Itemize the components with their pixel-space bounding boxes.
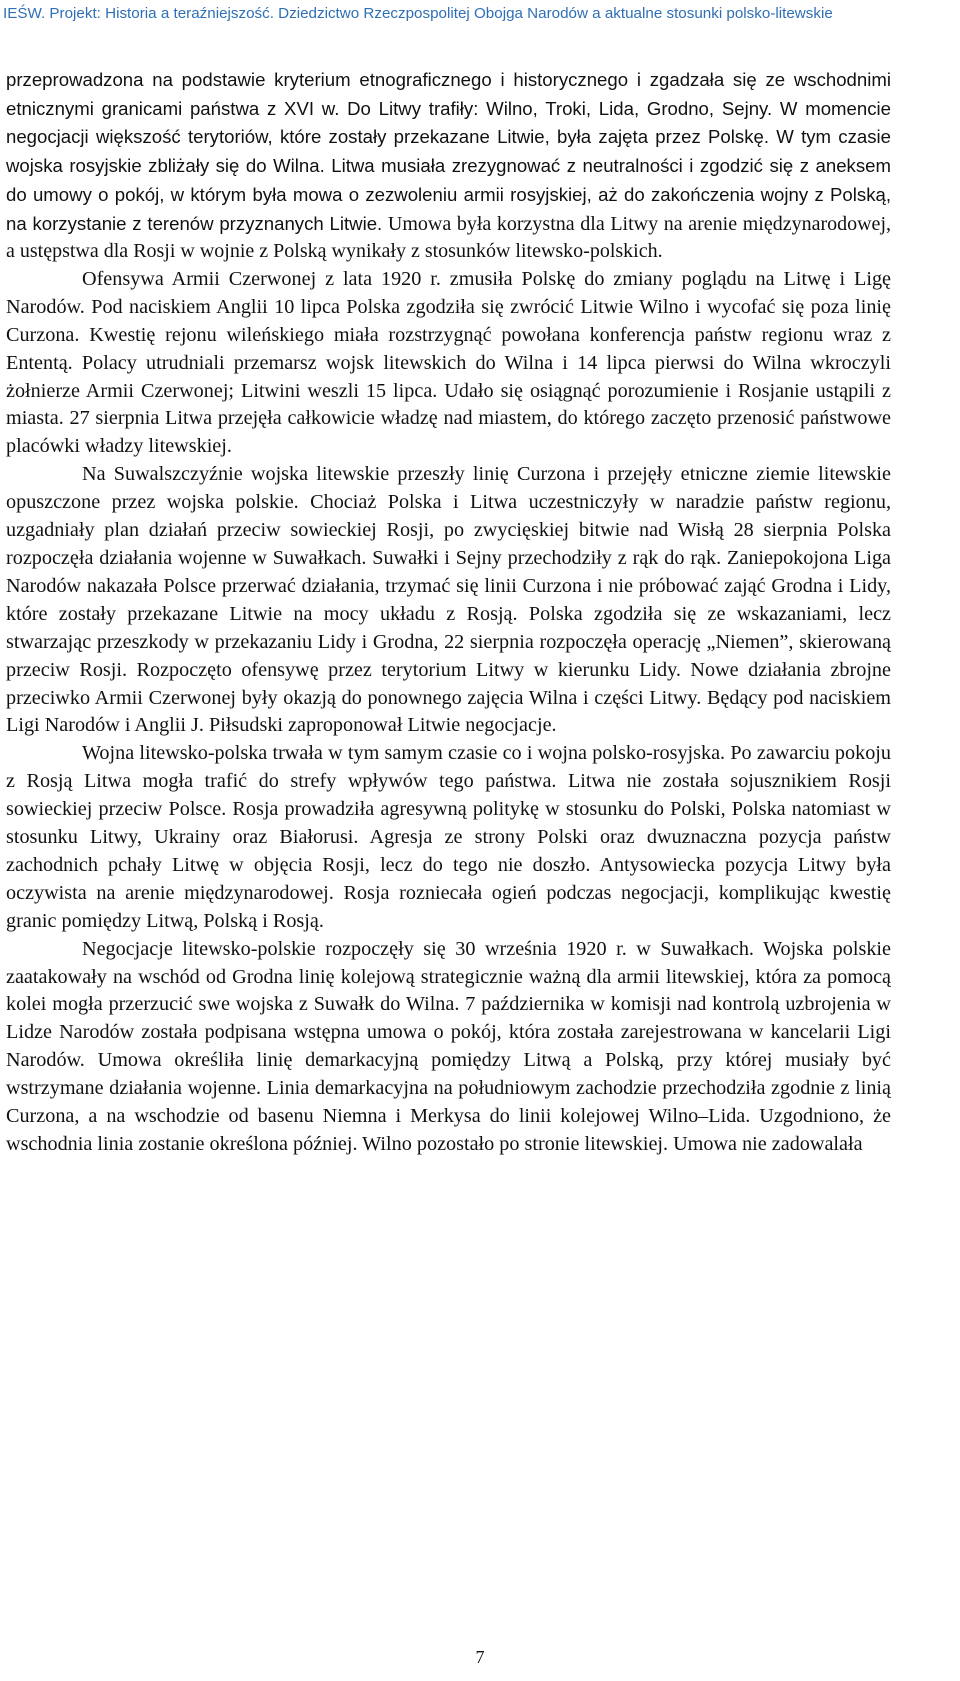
paragraph-1-serif-text: Umowa była korzystna dla Litwy na arenie międzynarodowej, a ustępstwa dla Rosji w wojnie z Polską wynikały z stosunków litewsko-polskich. bbox=[6, 212, 891, 263]
document-header: IEŚW. Projekt: Historia a teraźniejszość. Dziedzictwo Rzeczpospolitej Obojga Narodów a aktualne stosunki polsko-litewskie bbox=[3, 5, 833, 22]
paragraph-3: Na Suwalszczyźnie wojska litewskie przeszły linię Curzona i przejęły etniczne ziemie litewskie opuszczone przez wojska polskie. Chociaż Polska i Litwa uczestniczyły w naradzie państw regionu, uzgadniały plan działań przeciw sowieckiej Rosji, po zwycięskiej bitwie nad Wisłą 28 sierpnia Polska rozpoczęła działania wojenne w Suwałkach. Suwałki i Sejny przechodziły z rąk do rąk. Zaniepokojona Liga Narodów nakazała Polsce przerwać działania, trzymać się linii Curzona i nie próbować zająć Grodna i Lidy, które zostały przekazane Litwie na mocy układu z Rosją. Polska zgodziła się ze wskazaniami, lecz stwarzając przeszkody w przekazaniu Lidy i Grodna, 22 sierpnia rozpoczęła operację „Niemen”, skierowaną przeciw Rosji. Rozpoczęto ofensywę przez terytorium Litwy w kierunku Lidy. Nowe działania zbrojne przeciwko Armii Czerwonej były okazją do ponownego zajęcia Wilna i części Litwy. Będący pod naciskiem Ligi Narodów i Anglii J. Piłsudski zaproponował Litwie negocjacje. bbox=[6, 463, 891, 737]
paragraph-2: Ofensywa Armii Czerwonej z lata 1920 r. zmusiła Polskę do zmiany poglądu na Litwę i Ligę Narodów. Pod naciskiem Anglii 10 lipca Polska zgodziła się zwrócić Litwie Wilno i wycofać się poza linię Curzona. Kwestię rejonu wileńskiego miała rozstrzygnąć powołana konferencja państw regionu wraz z Ententą. Polacy utrudniali przemarsz wojsk litewskich do Wilna i 14 lipca pierwsi do Wilna wkroczyli żołnierze Armii Czerwonej; Litwini weszli 15 lipca. Udało się osiągnąć porozumienie i Rosjanie ustąpili z miasta. 27 sierpnia Litwa przejęła całkowicie władzę nad miastem, do którego zaczęto przenosić państwowe placówki władzy litewskiej. bbox=[6, 267, 891, 458]
paragraph-1-sans-text: przeprowadzona na podstawie kryterium etnograficznego i historycznego i zgadzała się ze wschodnimi etnicznymi granicami państwa z XVI w. Do Litwy trafiły: Wilno, Troki, Lida, Grodno, Sejny. W momencie negocjacji większość terytoriów, które zostały przekazane Litwie, była zajęta przez Polskę. W tym czasie wojska rosyjskie zbliżały się do Wilna. Litwa musiała zrezygnować z neutralności i zgodzić się z aneksem do umowy o pokój, w którym była mowa o zezwoleniu armii rosyjskiej, aż do zakończenia wojny z Polską, na korzystanie z terenów przyznanych Litwie. bbox=[6, 69, 891, 234]
paragraph-5: Negocjacje litewsko-polskie rozpoczęły się 30 września 1920 r. w Suwałkach. Wojska polskie zaatakowały na wschód od Grodna linię kolejową strategicznie ważną dla armii litewskiej, która za pomocą kolei mogła przerzucić swe wojska z Suwałk do Wilna. 7 października w komisji nad kontrolą uzbrojenia w Lidze Narodów została podpisana wstępna umowa o pokój, która została zarejestrowana w kancelarii Ligi Narodów. Umowa określiła linię demarkacyjną pomiędzy Litwą a Polską, przy której musiały być wstrzymane działania wojenne. Linia demarkacyjna na południowym zachodzie przechodziła zgodnie z linią Curzona, a na wschodzie od basenu Niemna i Merkysa do linii kolejowej Wilno–Lida. Uzgodniono, że wschodnia linia zostanie określona później. Wilno pozostało po stronie litewskiej. Umowa nie zadowalała bbox=[6, 937, 891, 1156]
page-number: 7 bbox=[475, 1647, 485, 1667]
paragraph-1 bbox=[6, 66, 891, 266]
paragraph-4: Wojna litewsko-polska trwała w tym samym czasie co i wojna polsko-rosyjska. Po zawarciu pokoju z Rosją Litwa mogła trafić do strefy wpływów tego państwa. Litwa nie została sojusznikiem Rosji sowieckiej przeciw Polsce. Rosja prowadziła agresywną politykę w stosunku do Polski, Polska natomiast w stosunku Litwy, Ukrainy oraz Białorusi. Agresja ze strony Polski oraz dwuznaczna pozycja państw zachodnich pchały Litwę w objęcia Rosji, lecz do tego nie doszło. Antysowiecka pozycja Litwy była oczywista na arenie międzynarodowej. Rosja rozniecała ogień podczas negocjacji, komplikując kwestię granic pomiędzy Litwą, Polską i Rosją. bbox=[6, 742, 891, 932]
document-body bbox=[6, 66, 891, 1159]
